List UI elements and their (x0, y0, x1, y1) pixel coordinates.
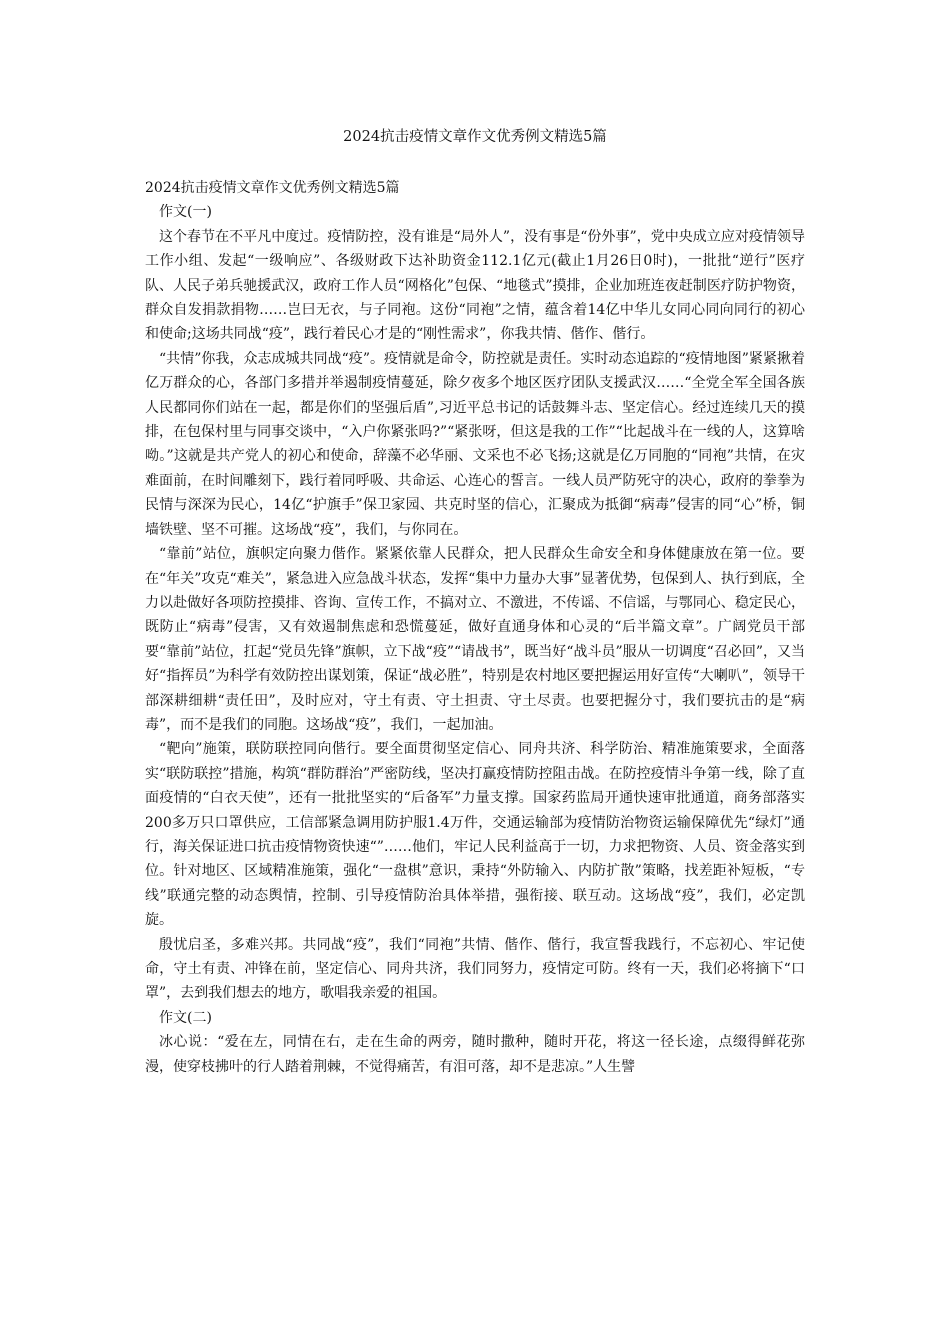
document-subtitle: 2024抗击疫情文章作文优秀例文精选5篇 (145, 180, 400, 196)
paragraph: “共情”你我，众志成城共同战“疫”。疫情就是命令，防控就是责任。实时动态追踪的“疫情地图”紧紧揪着亿万群众的心，各部门多措并举遏制疫情蔓延，除夕夜多个地区医疗团队支援武汉……“全党全军全国各族人民都同你们站在一起，都是你们的坚强后盾”,习近平总书记的话鼓舞斗志、坚定信心。经过连续几天的摸排，在包保村里与同事交谈中，“入户你紧张吗?”“紧张呀，但这是我的工作”“比起战斗在一线的人，这算啥呦。”这就是共产党人的初心和使命，辞藻不必华丽、文采也不必飞扬;这就是亿万同胞的“同袍”共情，在灾难面前，在时间雕刻下，践行着同呼吸、共命运、心连心的誓言。一线人员严防死守的决心，政府的拳拳为民情与深深为民心，14亿“护旗手”保卫家园、共克时坚的信心，汇聚成为抵御“病毒”侵害的同“心”桥，铜墙铁壁、坚不可摧。这场战“疫”，我们，与你同在。 (145, 350, 805, 538)
paragraph: 冰心说：“爱在左，同情在右，走在生命的两旁，随时撒种，随时开花，将这一径长途，点缀得鲜花弥漫，使穿枝拂叶的行人踏着荆棘，不觉得痛苦，有泪可落，却不是悲凉。”人生譬 (145, 1034, 805, 1075)
section-heading-1: 作文(一) (159, 204, 212, 221)
paragraph: “靠前”站位，旗帜定向聚力偕作。紧紧依靠人民群众，把人民群众生命安全和身体健康放在第一位。要在“年关”攻克“难关”，紧急进入应急战斗状态，发挥“集中力量办大事”显著优势，包保到人、执行到底，全力以赴做好各项防控摸排、咨询、宣传工作，不搞对立、不激进，不传谣、不信谣，与鄂同心、稳定民心，既防止“病毒”侵害，又有效遏制焦虑和恐慌蔓延，做好直通身体和心灵的“后半篇文章”。广阔党员干部要“靠前”站位，扛起“党员先锋”旗帜，立下战“疫”“请战书”，既当好“战斗员”服从一切调度“召必回”，又当好“指挥员”为科学有效防控出谋划策，保证“战必胜”，特别是农村地区要把握运用好宣传“大喇叭”，领导干部深耕细耕“责任田”，及时应对，守土有责、守土担责、守土尽责。也要把握分寸，我们要抗击的是“病毒”，而不是我们的同胞。这场战“疫”，我们，一起加油。 (145, 546, 805, 733)
paragraph: “靶向”施策，联防联控同向偕行。要全面贯彻坚定信心、同舟共济、科学防治、精准施策要求，全面落实“联防联控”措施，构筑“群防群治”严密防线，坚决打赢疫情防控阻击战。在防控疫情斗争第一线，除了直面疫情的“白衣天使”，还有一批批坚实的“后备军”力量支撑。国家药监局开通快速审批通道，商务部落实200多万只口罩供应，工信部紧急调用防护服1.4万件，交通运输部为疫情防治物资运输保障优先“绿灯”通行，海关保证进口抗击疫情物资快速“”……他们，牢记人民利益高于一切，力求把物资、人员、资金落实到位。针对地区、区域精准施策，强化“一盘棋”意识，秉持“外防输入、内防扩散”策略，找差距补短板，“专线”联通完整的动态舆情，控制、引导疫情防治具体举措，强衔接、联互动。这场战“疫”，我们，必定凯旋。 (145, 741, 805, 929)
paragraph: 殷忧启圣，多难兴邦。共同战“疫”，我们“同袍”共情、偕作、偕行，我宣誓我践行，不忘初心、牢记使命，守土有责、冲锋在前，坚定信心、同舟共济，我们同努力，疫情定可防。终有一天，我们必将摘下“口罩”，去到我们想去的地方，歌唱我亲爱的祖国。 (145, 936, 805, 1002)
paragraph: 这个春节在不平凡中度过。疫情防控，没有谁是“局外人”，没有事是“份外事”，党中央成立应对疫情领导工作小组、发起“一级响应”、各级财政下达补助资金112.1亿元(截止1月26日0时)，一批批“逆行”医疗队、人民子弟兵驰援武汉，政府工作人员“网格化”包保、“地毯式”摸排，企业加班连夜赶制医疗防护物资，群众自发捐款捐物……岂曰无衣，与子同袍。这份“同袍”之情，蕴含着14亿中华儿女同心同向同行的初心和使命;这场共同战“疫”，践行着民心才是的“刚性需求”，你我共情、偕作、偕行。 (145, 228, 805, 343)
document-body (145, 176, 805, 1079)
section-heading-2: 作文(二) (159, 1009, 212, 1026)
document-title: 2024抗击疫情文章作文优秀例文精选5篇 (343, 129, 607, 145)
